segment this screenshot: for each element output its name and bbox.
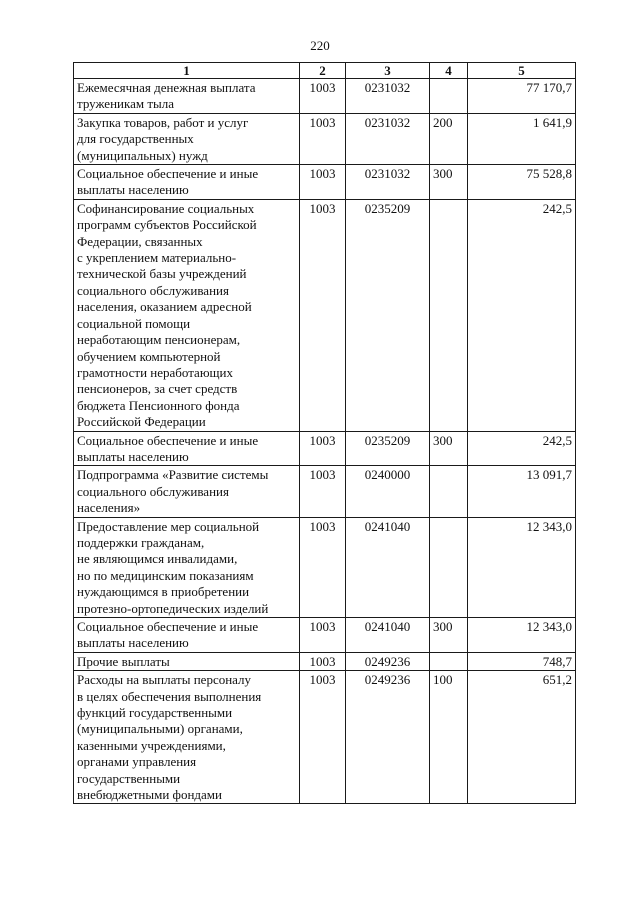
table-row — [74, 618, 576, 653]
row-amount: 12 343,0 — [468, 618, 576, 653]
header-col-2: 2 — [300, 63, 346, 79]
row-name: Софинансирование социальных программ субъектов Российской Федерации, связанных с укреплением материально- технической базы учреждений социального обслуживания населения, оказанием адресной социальной помощи неработающим пенсионерам, обучением компьютерной грамотности неработающих пенсионеров, за счет средств бюджета Пенсионного фонда Российской Федерации — [74, 199, 300, 431]
row-section-code: 1003 — [300, 466, 346, 517]
row-expense-type — [430, 466, 468, 517]
row-name: Социальное обеспечение и иные выплаты населению — [74, 431, 300, 466]
row-name: Расходы на выплаты персоналу в целях обеспечения выполнения функций государственными (муниципальными) органами, казенными учреждениями, органами управления государственными внебюджетными фондами — [74, 671, 300, 804]
header-col-1: 1 — [74, 63, 300, 79]
row-target-code: 0241040 — [346, 517, 430, 617]
table-row — [74, 113, 576, 164]
row-expense-type — [430, 199, 468, 431]
row-target-code: 0231032 — [346, 79, 430, 114]
table-row — [74, 199, 576, 431]
row-expense-type: 300 — [430, 165, 468, 200]
row-amount: 242,5 — [468, 199, 576, 431]
row-target-code: 0231032 — [346, 165, 430, 200]
row-name: Подпрограмма «Развитие системы социального обслуживания населения» — [74, 466, 300, 517]
table-body — [74, 79, 576, 804]
row-section-code: 1003 — [300, 618, 346, 653]
row-section-code: 1003 — [300, 199, 346, 431]
row-expense-type: 100 — [430, 671, 468, 804]
row-amount: 748,7 — [468, 652, 576, 670]
header-col-3: 3 — [346, 63, 430, 79]
row-amount: 651,2 — [468, 671, 576, 804]
row-section-code: 1003 — [300, 113, 346, 164]
row-expense-type: 300 — [430, 618, 468, 653]
row-target-code: 0249236 — [346, 652, 430, 670]
header-col-4: 4 — [430, 63, 468, 79]
row-amount: 242,5 — [468, 431, 576, 466]
row-name: Социальное обеспечение и иные выплаты населению — [74, 165, 300, 200]
row-target-code: 0249236 — [346, 671, 430, 804]
row-target-code: 0235209 — [346, 199, 430, 431]
row-section-code: 1003 — [300, 671, 346, 804]
row-amount: 75 528,8 — [468, 165, 576, 200]
row-name: Ежемесячная денежная выплата труженикам тыла — [74, 79, 300, 114]
row-amount: 13 091,7 — [468, 466, 576, 517]
row-section-code: 1003 — [300, 517, 346, 617]
budget-table — [73, 62, 576, 804]
row-name: Закупка товаров, работ и услуг для государственных (муниципальных) нужд — [74, 113, 300, 164]
row-expense-type: 200 — [430, 113, 468, 164]
row-expense-type: 300 — [430, 431, 468, 466]
row-expense-type — [430, 517, 468, 617]
row-target-code: 0241040 — [346, 618, 430, 653]
row-section-code: 1003 — [300, 165, 346, 200]
row-target-code: 0240000 — [346, 466, 430, 517]
header-col-5: 5 — [468, 63, 576, 79]
row-section-code: 1003 — [300, 652, 346, 670]
table-row — [74, 165, 576, 200]
row-section-code: 1003 — [300, 79, 346, 114]
row-amount: 12 343,0 — [468, 517, 576, 617]
row-amount: 1 641,9 — [468, 113, 576, 164]
row-section-code: 1003 — [300, 431, 346, 466]
table-row — [74, 431, 576, 466]
table-row — [74, 466, 576, 517]
table-row — [74, 517, 576, 617]
row-amount: 77 170,7 — [468, 79, 576, 114]
table-row — [74, 79, 576, 114]
row-target-code: 0235209 — [346, 431, 430, 466]
page-number: 220 — [310, 38, 330, 53]
row-expense-type — [430, 652, 468, 670]
row-name: Предоставление мер социальной поддержки гражданам, не являющимся инвалидами, но по медицинским показаниям нуждающимся в приобретении протезно-ортопедических изделий — [74, 517, 300, 617]
row-name: Прочие выплаты — [74, 652, 300, 670]
table-row — [74, 671, 576, 804]
row-target-code: 0231032 — [346, 113, 430, 164]
row-expense-type — [430, 79, 468, 114]
row-name: Социальное обеспечение и иные выплаты населению — [74, 618, 300, 653]
table-row — [74, 652, 576, 670]
header-row — [74, 63, 576, 79]
